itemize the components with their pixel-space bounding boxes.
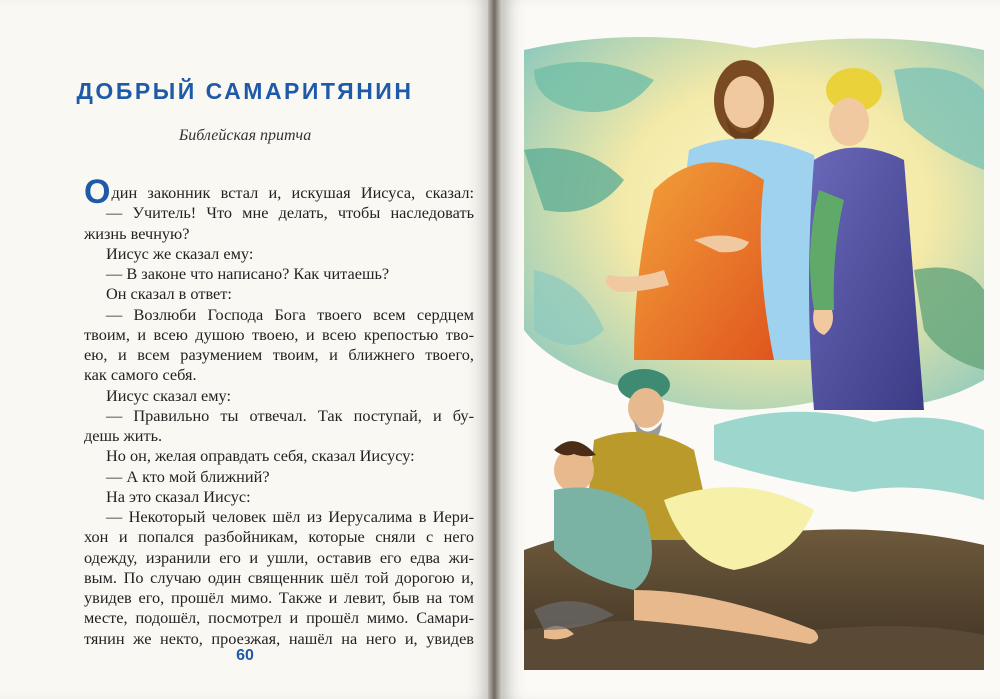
- text-line: твоим, и всею душою твоею, и всею крепостью тво-: [84, 324, 474, 344]
- text-line: Он сказал в ответ:: [106, 284, 232, 304]
- text-line: На это сказал Иисус:: [106, 486, 251, 506]
- text-line: дешь жить.: [84, 426, 163, 445]
- text-line: ею, и всем разумением твоим, и ближнего твоего,: [84, 345, 474, 364]
- text-line: Но он, желая оправдать себя, сказал Иисусу:: [106, 446, 415, 466]
- text-line: одежду, изранили его и ушли, оставив его едва жи-: [84, 547, 474, 567]
- right-page: [502, 0, 1000, 699]
- text-line: вым. По случаю один священник шёл той дорогою и,: [84, 567, 474, 587]
- text-line: — Возлюби Господа Бога твоего всем сердцем: [106, 304, 474, 324]
- drop-cap: О: [84, 173, 111, 211]
- text-line: — Некоторый человек шёл из Иерусалима в Иери-: [106, 507, 474, 526]
- parable-illustration: [514, 30, 984, 670]
- text-line: — Правильно ты отвечал. Так поступай, и бу-: [106, 405, 474, 425]
- book-gutter: [488, 0, 502, 699]
- text-line: тянин же некто, проезжая, нашёл на него и, увидев: [84, 628, 474, 648]
- first-line-text: дин законник встал и, искушая Иисуса, сказал:: [111, 183, 474, 202]
- text-line: — В законе что написано? Как читаешь?: [106, 264, 390, 283]
- story-text: [84, 173, 474, 649]
- text-line: — А кто мой ближний?: [106, 466, 270, 486]
- text-line: увидев его, прошёл мимо. Также и левит, быв на том: [84, 588, 474, 607]
- text-line: — Учитель! Что мне делать, чтобы наследовать: [106, 203, 474, 223]
- page-number: 60: [236, 647, 254, 664]
- text-line: месте, подошёл, посмотрел и прошёл мимо. Самари-: [84, 608, 474, 628]
- text-line: как самого себя.: [84, 365, 197, 385]
- text-line-first: [84, 173, 474, 211]
- text-line: хон и попался разбойникам, которые сняли с него: [84, 527, 474, 547]
- text-line: Иисус же сказал ему:: [106, 243, 254, 263]
- text-line: жизнь вечную?: [84, 223, 190, 243]
- text-line: Иисус сказал ему:: [106, 385, 232, 405]
- page-title: ДОБРЫЙ САМАРИТЯНИН: [76, 78, 414, 104]
- left-page: [0, 0, 490, 699]
- page-subtitle: Библейская притча: [178, 127, 312, 144]
